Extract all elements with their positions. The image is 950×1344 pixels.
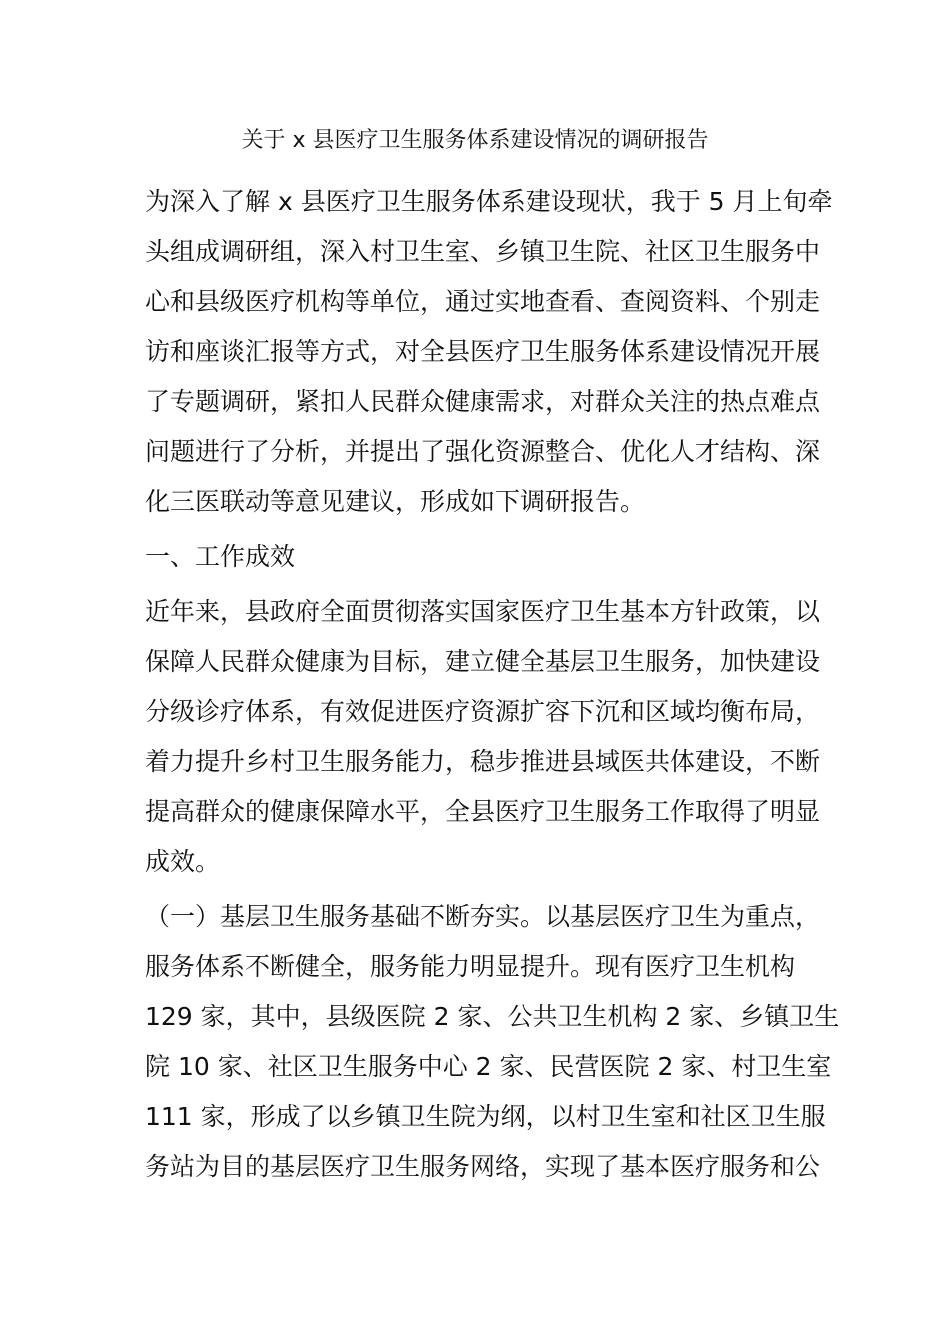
body-line: 近年来，县政府全面贯彻落实国家医疗卫生基本方针政策，以 — [145, 597, 821, 626]
body-line: 了专题调研，紧扣人民群众健康需求，对群众关注的热点难点 — [145, 387, 821, 416]
body-line: 访和座谈汇报等方式，对全县医疗卫生服务体系建设情况开展 — [145, 337, 821, 366]
body-line: 分级诊疗体系，有效促进医疗资源扩容下沉和区域均衡布局， — [145, 697, 821, 726]
body-line: 服务体系不断健全，服务能力明显提升。现有医疗卫生机构 — [145, 952, 796, 981]
body-line: 111 家，形成了以乡镇卫生院为纲，以村卫生室和社区卫生服 — [145, 1102, 826, 1131]
section-heading: 一、工作成效 — [145, 542, 296, 571]
body-line: 保障人民群众健康为目标，建立健全基层卫生服务，加快建设 — [145, 647, 821, 676]
subsection-line: （一）基层卫生服务基础不断夯实。以基层医疗卫生为重点， — [145, 902, 821, 931]
body-line: 务站为目的基层医疗卫生服务网络，实现了基本医疗服务和公 — [145, 1152, 821, 1181]
body-line: 成效。 — [145, 847, 221, 876]
body-line: 心和县级医疗机构等单位，通过实地查看、查阅资料、个别走 — [145, 287, 821, 316]
body-line: 提高群众的健康保障水平，全县医疗卫生服务工作取得了明显 — [145, 797, 821, 826]
body-line: 为深入了解 x 县医疗卫生服务体系建设现状，我于 5 月上旬牵 — [145, 187, 833, 216]
body-line: 化三医联动等意见建议，形成如下调研报告。 — [145, 487, 646, 516]
body-line: 院 10 家、社区卫生服务中心 2 家、民营医院 2 家、村卫生室 — [145, 1052, 832, 1081]
body-line: 129 家，其中，县级医院 2 家、公共卫生机构 2 家、乡镇卫生 — [145, 1002, 840, 1031]
body-line: 问题进行了分析，并提出了强化资源整合、优化人才结构、深 — [145, 437, 821, 466]
body-line: 着力提升乡村卫生服务能力，稳步推进县域医共体建设，不断 — [145, 747, 821, 776]
body-line: 头组成调研组，深入村卫生室、乡镇卫生院、社区卫生服务中 — [145, 237, 821, 266]
document-title: 关于 x 县医疗卫生服务体系建设情况的调研报告 — [241, 128, 709, 153]
